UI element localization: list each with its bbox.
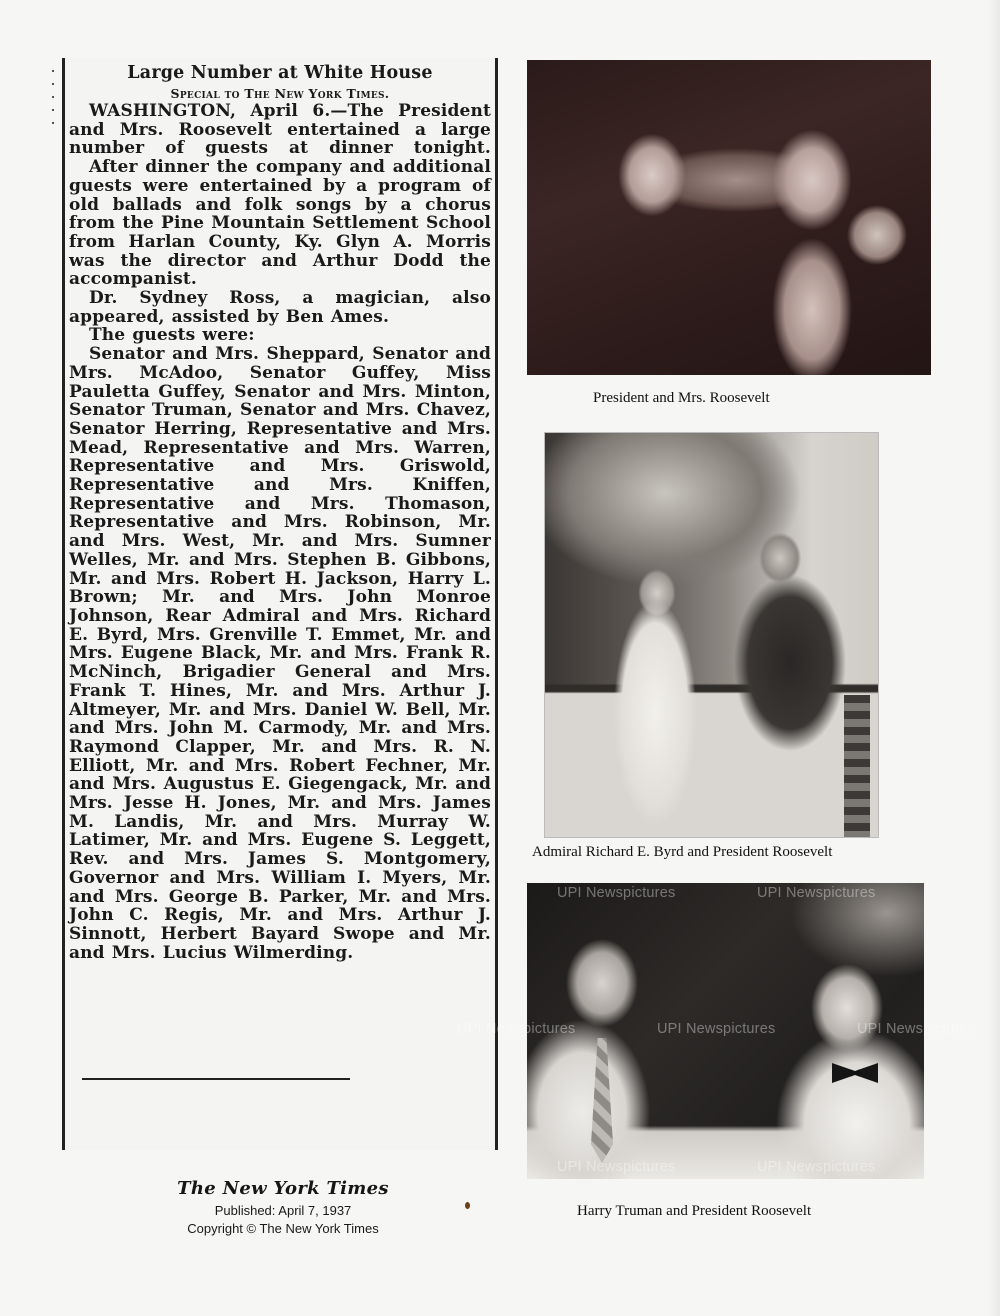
- photo-byrd-roosevelt: [544, 432, 879, 838]
- scan-specks: [52, 70, 54, 135]
- flag-bunting: [844, 695, 870, 837]
- article-headline: Large Number at White House: [127, 63, 433, 83]
- published-date: Published: April 7, 1937: [214, 1203, 352, 1218]
- newspaper-masthead: The New York Times: [177, 1178, 389, 1199]
- necktie: [591, 1038, 613, 1163]
- bow-tie: [832, 1063, 878, 1083]
- scan-speck: [465, 1202, 470, 1209]
- photo-truman-roosevelt: [457, 883, 976, 1179]
- watermark: UPI Newspictures: [457, 1021, 576, 1037]
- watermark: UPI Newspictures: [557, 885, 676, 901]
- photo-caption: President and Mrs. Roosevelt: [593, 390, 770, 406]
- watermark: UPI Newspictures: [757, 885, 876, 901]
- end-rule: [82, 1078, 350, 1080]
- article-paragraph: The guests were:: [89, 325, 255, 346]
- photo-caption: Harry Truman and President Roosevelt: [577, 1203, 812, 1219]
- watermark: UPI Newspictures: [857, 1021, 976, 1037]
- watermark: UPI Newspictures: [757, 1159, 876, 1175]
- photo-caption: Admiral Richard E. Byrd and President Roosevelt: [532, 844, 833, 860]
- photo-roosevelts: [527, 60, 931, 375]
- article-paragraph: After dinner the company and additional guests were entertained by a program of old ballads and folk songs by a chorus from the Pine Mountain Settlement School from Harlan County, Ky. Glyn A. Morris was the director and Arthur Dodd the accompanist.: [69, 157, 491, 290]
- article-body: [69, 102, 491, 962]
- dateline-credit: Special to The New York Times.: [170, 86, 390, 101]
- watermark: UPI Newspictures: [657, 1021, 776, 1037]
- copyright-notice: Copyright © The New York Times: [187, 1221, 379, 1236]
- watermark: UPI Newspictures: [557, 1159, 676, 1175]
- newspaper-clipping: [62, 58, 498, 1150]
- guest-list: Senator and Mrs. Sheppard, Senator and Mrs. McAdoo, Senator Guffey, Miss Pauletta Guffey, Senator and Mrs. Minton, Senator Truman, Senator and Mrs. Chavez, Senator Herring, Representative and Mrs. Mead, Representative and Mrs. Warren, Representative and Mrs. Griswold, Representative and Mrs. Kniffen, Representative and Mrs. Thomason, Representative and Mrs. Robinson, Mr. and Mrs. West, Mr. and Mrs. Sumner Welles, Mr. and Mrs. Stephen B. Gibbons, Mr. and Mrs. Robert H. Jackson, Harry L. Brown; Mr. and Mrs. John Monroe Johnson, Rear Admiral and Mrs. Richard E. Byrd, Mrs. Grenville T. Emmet, Mr. and Mrs. Eugene Black, Mr. and Mrs. Frank R. McNinch, Brigadier General and Mrs. Frank T. Hines, Mr. and Mrs. Arthur J. Altmeyer, Mr. and Mrs. Daniel W. Bell, Mr. and Mrs. John M. Carmody, Mr. and Mrs. Raymond Clapper, Mr. and Mrs. R. N. Elliott, Mr. and Mrs. Robert Fechner, Mr. and Mrs. Augustus E. Giegengack, Mr. and Mrs. Jesse H. Jones, Mr. and Mrs. James M. Landis, Mr. and Mrs. Murray W. Latimer, Mr. and Mrs. Eugene S. Leggett, Rev. and Mrs. James S. Montgomery, Governor and Mrs. William I. Myers, Mr. and Mrs. George B. Parker, Mr. and Mrs. John C. Regis, Mr. and Mrs. Arthur J. Sinnott, Herbert Bayard Swope and Mr. and Mrs. Lucius Wilmerding.: [69, 344, 491, 963]
- article-paragraph: Dr. Sydney Ross, a magician, also appeared, assisted by Ben Ames.: [69, 288, 491, 327]
- article-paragraph: WASHINGTON, April 6.—The President and Mrs. Roosevelt entertained a large number of guests at dinner tonight.: [69, 101, 491, 159]
- page-edge-shadow: [988, 0, 1000, 1316]
